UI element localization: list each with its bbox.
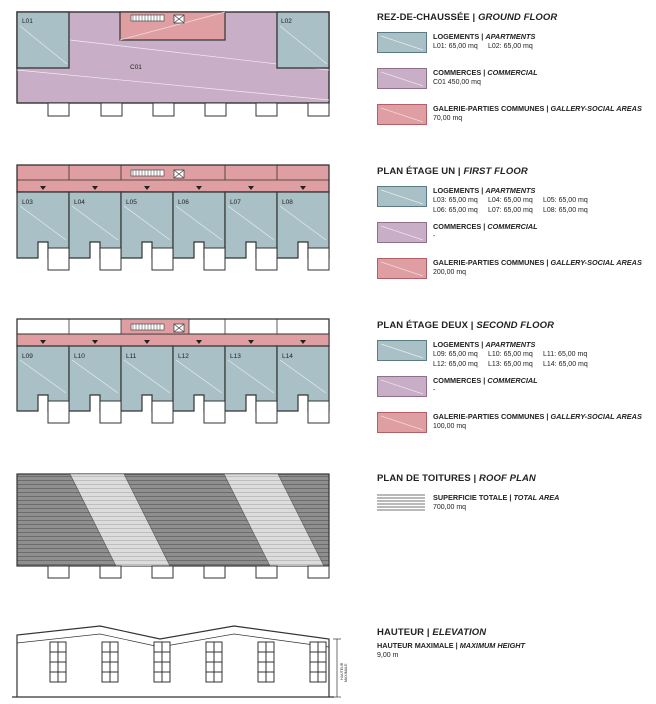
title-en: GROUND FLOOR (478, 12, 558, 23)
apartment-swatch (377, 32, 427, 53)
elevator-icon (174, 170, 184, 178)
label-en: APARTMENTS (485, 340, 536, 349)
label-fr: LOGEMENTS | (433, 186, 484, 195)
section-title (377, 627, 652, 638)
apt-value: L13: 65,00 mq (488, 361, 533, 368)
stair-icon (131, 170, 164, 176)
gallery-value: 70,00 mq (433, 115, 463, 122)
apt-value: L11: 65,00 mq (543, 351, 588, 358)
legend-first-floor (377, 166, 652, 294)
stair-icon (131, 324, 164, 330)
commercial-swatch (377, 222, 427, 243)
label-en: APARTMENTS (485, 32, 536, 41)
label-en: COMMERCIAL (487, 376, 538, 385)
plan-label-L11: L11 (126, 353, 137, 360)
label-fr: COMMERCES | (433, 376, 486, 385)
legend-item-gallery (377, 258, 652, 294)
plan-label-L06: L06 (178, 199, 189, 206)
legend-item-gallery (377, 104, 652, 140)
title-en: FIRST FLOOR (463, 166, 528, 177)
apartment-swatch (377, 340, 427, 361)
elevation-drawing (12, 626, 348, 697)
apt-value: L09: 65,00 mq (433, 351, 478, 358)
plan-label-L03: L03 (22, 199, 33, 206)
legend-item-apartments (377, 186, 652, 222)
legend-item-commercial (377, 68, 652, 104)
label-en: APARTMENTS (485, 186, 536, 195)
gallery-value: 100,00 mq (433, 423, 467, 430)
plan-label-L02: L02 (281, 18, 292, 25)
title-fr: REZ-DE-CHAUSSÉE | (377, 12, 476, 23)
apt-value: L06: 65,00 mq (433, 207, 478, 214)
plan-label-L10: L10 (74, 353, 85, 360)
apt-value: L07: 65,00 mq (488, 207, 533, 214)
apt-value: L08: 65,00 mq (543, 207, 588, 214)
second-gallery-area (17, 334, 329, 346)
label-fr: HAUTEUR MAXIMALE | (377, 641, 458, 650)
title-fr: HAUTEUR | (377, 627, 430, 638)
gallery-value: 200,00 mq (433, 269, 467, 276)
legend-item-total-area (377, 493, 652, 529)
section-title (377, 473, 652, 484)
section-title (377, 12, 652, 23)
apt-value: L12: 65,00 mq (433, 361, 478, 368)
commercial-swatch (377, 376, 427, 397)
dimension-label-2: MAXIMALE (344, 663, 348, 682)
stair-icon (131, 15, 164, 21)
legend-second-floor (377, 320, 652, 448)
label-fr: SUPERFICIE TOTALE | (433, 493, 512, 502)
commercial-value: C01 450,00 mq (433, 79, 481, 86)
label-en: COMMERCIAL (487, 68, 538, 77)
apt-value: L04: 65,00 mq (488, 197, 533, 204)
title-en: ELEVATION (432, 627, 487, 638)
apartment-swatch (377, 186, 427, 207)
height-value: 9,00 m (377, 652, 399, 659)
apt-value: L05: 65,00 mq (543, 197, 588, 204)
gallery-swatch (377, 104, 427, 125)
label-en: GALLERY-SOCIAL AREAS (550, 258, 642, 267)
commercial-swatch (377, 68, 427, 89)
label-fr: GALERIE-PARTIES COMMUNES | (433, 104, 549, 113)
label-fr: COMMERCES | (433, 222, 486, 231)
apt-value: L10: 65,00 mq (488, 351, 533, 358)
plan-label-L01: L01 (22, 18, 33, 25)
roof-plan (17, 474, 329, 578)
second-floor-plan (17, 319, 329, 423)
apt-value: L14: 65,00 mq (543, 361, 588, 368)
plan-label-C01: C01 (130, 64, 142, 71)
label-fr: LOGEMENTS | (433, 32, 484, 41)
label-fr: GALERIE-PARTIES COMMUNES | (433, 258, 549, 267)
label-fr: LOGEMENTS | (433, 340, 484, 349)
plan-label-L13: L13 (230, 353, 241, 360)
gallery-swatch (377, 412, 427, 433)
legend-item-gallery (377, 412, 652, 448)
commercial-value: - (433, 233, 436, 240)
plan-label-L12: L12 (178, 353, 189, 360)
apt-value: L02: 65,00 mq (488, 43, 533, 50)
title-fr: PLAN DE TOITURES | (377, 473, 477, 484)
label-fr: COMMERCES | (433, 68, 486, 77)
legend-ground-floor (377, 12, 652, 140)
legend-item-apartments (377, 32, 652, 68)
section-title (377, 320, 652, 331)
elevator-icon (174, 15, 184, 23)
height-dimension (333, 639, 348, 697)
plan-label-L05: L05 (126, 199, 137, 206)
label-fr: GALERIE-PARTIES COMMUNES | (433, 412, 549, 421)
dimension-label-1: HAUTEUR (340, 662, 344, 680)
label-en: TOTAL AREA (513, 493, 560, 502)
roof-hatch-swatch (377, 493, 425, 512)
legend-roof-plan (377, 473, 652, 529)
first-floor-plan (17, 165, 329, 270)
title-en: SECOND FLOOR (476, 320, 555, 331)
legend-item-commercial (377, 222, 652, 258)
elevator-icon (174, 324, 184, 332)
legend-elevation (377, 627, 652, 661)
roof-area-value: 700,00 mq (433, 504, 467, 511)
plan-label-L07: L07 (230, 199, 241, 206)
commercial-value: - (433, 387, 436, 394)
plan-label-L04: L04 (74, 199, 85, 206)
label-en: COMMERCIAL (487, 222, 538, 231)
legend-item-commercial (377, 376, 652, 412)
ground-floor-plan (17, 12, 329, 116)
section-title (377, 166, 652, 177)
first-gallery-area (17, 165, 329, 192)
title-fr: PLAN ÉTAGE UN | (377, 166, 461, 177)
apt-value: L03: 65,00 mq (433, 197, 478, 204)
plan-label-L09: L09 (22, 353, 33, 360)
title-fr: PLAN ÉTAGE DEUX | (377, 320, 474, 331)
title-en: ROOF PLAN (479, 473, 536, 484)
label-en: MAXIMUM HEIGHT (459, 641, 525, 650)
plan-label-L08: L08 (282, 199, 293, 206)
legend-item-apartments (377, 340, 652, 376)
apt-value: L01: 65,00 mq (433, 43, 478, 50)
label-en: GALLERY-SOCIAL AREAS (550, 104, 642, 113)
plan-label-L14: L14 (282, 353, 293, 360)
gallery-swatch (377, 258, 427, 279)
label-en: GALLERY-SOCIAL AREAS (550, 412, 642, 421)
